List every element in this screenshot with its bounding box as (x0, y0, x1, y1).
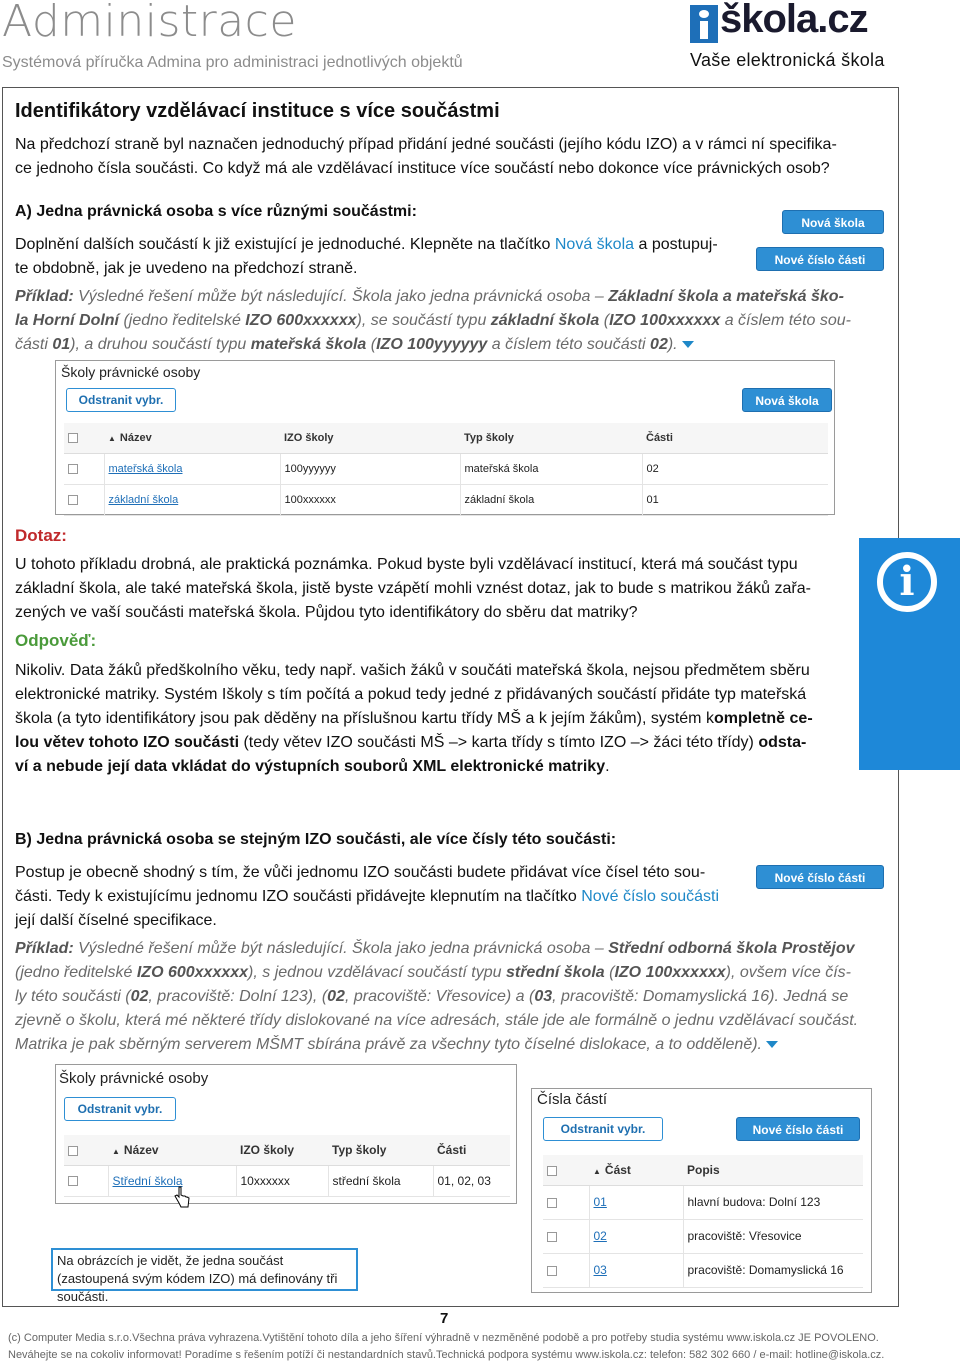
part-number-link[interactable]: 01 (593, 1195, 607, 1209)
info-box (859, 538, 960, 770)
nova-skola-button[interactable]: Nová škola (782, 210, 884, 234)
column-header-parts[interactable]: Části (433, 1135, 510, 1165)
select-all-checkbox[interactable] (68, 1146, 78, 1156)
part-a-example-line-1: Příklad: Výsledné řešení může být následující. Škola jako jedna právnická osoba – Základní škola a mateřská ško- (15, 288, 844, 305)
answer-label: Odpověď: (15, 631, 97, 650)
school-name-link[interactable]: základní škola (108, 493, 179, 506)
desc-cell: pracoviště: Domamyslická 16 (683, 1253, 863, 1287)
table-row (543, 1253, 863, 1287)
parts-table (543, 1155, 863, 1288)
answer-line-2: elektronické matriky. Systém Iškoly s tím počítá a pokud tedy jedné z přidávaných součástí přidáte typ mateřská (15, 686, 807, 703)
izo-cell: 100xxxxxx (280, 484, 460, 515)
table-header-row (64, 1135, 510, 1165)
answer-line-1: Nikoliv. Data žáků předškolního věku, tedy např. vašich žáků v součáti mateřská škola, nejsou předmětem sběru (15, 662, 810, 679)
part-number-link[interactable]: 02 (593, 1229, 607, 1243)
sort-arrow-icon: ▲ (112, 1146, 120, 1156)
odstranit-vybr-button[interactable]: Odstranit vybr. (543, 1117, 663, 1141)
column-header-name[interactable]: ▲ Název (104, 423, 280, 453)
document-title: Administrace (2, 0, 297, 47)
part-b-line-2: části. Tedy k existujícímu jednomu IZO součásti přidávejte klepnutím na tlačítko Nové číslo součásti (15, 888, 720, 905)
panel-title: Školy právnické osoby (59, 1070, 209, 1087)
column-header-part[interactable]: ▲ Část (589, 1155, 683, 1185)
logo-i-icon (690, 5, 718, 43)
column-header-izo[interactable]: IZO školy (280, 423, 460, 453)
part-b-example-line-3: ly této součásti (02, pracoviště: Dolní 123), (02, pracoviště: Vřesovice) a (03, pracoviště: Domamyslická 16). Jedná se (15, 988, 849, 1005)
table-row (543, 1219, 863, 1253)
column-header-name[interactable]: ▲ Název (108, 1135, 236, 1165)
parts-cell: 01, 02, 03 (433, 1165, 510, 1196)
question-label: Dotaz: (15, 526, 67, 545)
part-number-link[interactable]: 03 (593, 1263, 607, 1277)
odstranit-vybr-button[interactable]: Odstranit vybr. (64, 1097, 176, 1121)
nove-cislo-casti-button[interactable]: Nové číslo části (756, 865, 884, 889)
part-b-line-3: její další číselné specifikace. (15, 912, 217, 929)
nova-skola-link[interactable]: Nová škola (554, 236, 635, 253)
hand-cursor-icon (173, 1185, 191, 1209)
nova-skola-button[interactable]: Nová škola (742, 388, 832, 412)
part-b-example-line-1: Příklad: Výsledné řešení může být následující. Škola jako jedna právnická osoba – Střední odborná škola Prostějov (15, 940, 855, 957)
row-checkbox[interactable] (68, 1176, 78, 1186)
table-row (64, 1165, 510, 1196)
select-all-checkbox[interactable] (68, 433, 78, 443)
intro-line-2: ce jednoho čísla součásti. Co když má ale vzdělávací instituce více součástí nebo dokonce více právnických osob? (15, 160, 830, 177)
table-row (64, 484, 828, 515)
type-cell: mateřská škola (460, 453, 642, 484)
sort-arrow-icon: ▲ (593, 1166, 601, 1176)
part-a-line-1: Doplnění dalších součástí k již existující je jednoduché. Klepněte na tlačítko Nová škola a postupuj- (15, 236, 718, 253)
part-b-heading: B) Jedna právnická osoba se stejným IZO součásti, ale více čísly této součásti: (15, 831, 617, 848)
panel-skoly-pravnicke-osoby-2 (55, 1064, 517, 1204)
parts-cell: 01 (642, 484, 828, 515)
part-b-example-line-4: zjevně o školu, která mé některé třídy dislokované na více adresách, stále jde ale formálně o jednu vzdělávací součást. (15, 1012, 859, 1029)
answer-line-4: lou větev tohoto IZO součásti (tedy větev IZO součásti MŠ –> karta třídy s tímto IZO –> žáci této třídy) odsta- (15, 734, 807, 751)
column-header-parts[interactable]: Části (642, 423, 828, 453)
school-name-link[interactable]: mateřská škola (108, 462, 183, 475)
logo-tagline: Vaše elektronická škola (690, 50, 885, 70)
part-b-line-1: Postup je obecně shodný s tím, že vůči jednomu IZO součásti budete přidávat více čísel této sou- (15, 864, 706, 881)
question-line-2: základní škola, ale také mateřská škola, jistě byste vzápětí mohli vznést dotaz, jak to bude s matrikou žáků zařa- (15, 580, 811, 597)
row-checkbox[interactable] (547, 1266, 557, 1276)
part-a-heading: A) Jedna právnická osoba s více různými součástmi: (15, 203, 417, 220)
row-checkbox[interactable] (547, 1198, 557, 1208)
column-header-desc[interactable]: Popis (683, 1155, 863, 1185)
row-checkbox[interactable] (68, 495, 78, 505)
triangle-down-icon (682, 341, 694, 348)
part-a-line-2: te obdobně, jak je uvedeno na předchozí straně. (15, 260, 358, 277)
panel-title: Školy právnické osoby (61, 364, 201, 380)
desc-cell: pracoviště: Vřesovice (683, 1219, 863, 1253)
info-icon: i (877, 552, 937, 612)
column-header-type[interactable]: Typ školy (328, 1135, 433, 1165)
footer-support: Neváhejte se na cokoliv informovat! Poradíme s řešením potíží či nestandardních stavů.Technická podpora systému www.iskola.cz: telefon: 582 302 660 / e-mail: hotline@iskola.cz. (8, 1349, 885, 1361)
table-row (64, 453, 828, 484)
nove-cislo-casti-button[interactable]: Nové číslo části (736, 1117, 860, 1141)
school-name-link[interactable]: Střední škola (112, 1173, 183, 1188)
type-cell: základní škola (460, 484, 642, 515)
row-checkbox[interactable] (547, 1232, 557, 1242)
select-all-checkbox[interactable] (547, 1166, 557, 1176)
nove-cislo-soucasti-link[interactable]: Nové číslo součásti (581, 888, 720, 905)
izo-cell: 100yyyyyy (280, 453, 460, 484)
part-b-example-line-5: Matrika je pak sběrným serverem MŠMT sbírána právě za všechny tyto číselné dislokace, a to odděleně). (15, 1033, 778, 1057)
type-cell: střední škola (328, 1165, 433, 1196)
panel-title: Čísla částí (537, 1091, 608, 1108)
question-line-3: zených ve vaší součásti mateřská škola. Půjdou tyto identifikátory do sběru dat matriky? (15, 604, 638, 621)
table-row (543, 1185, 863, 1219)
logo-text: škola.cz (720, 0, 868, 41)
column-header-type[interactable]: Typ školy (460, 423, 642, 453)
question-line-1: U tohoto příkladu drobná, ale praktická poznámka. Pokud byste byli vzdělávací institucí, která má součást typu (15, 556, 798, 573)
panel-skoly-pravnicke-osoby (55, 360, 835, 515)
table-header-row (543, 1155, 863, 1185)
parts-cell: 02 (642, 453, 828, 484)
intro-line-1: Na předchozí straně byl naznačen jednoduchý případ přidání jedné součásti (jejího kódu IZO) a v rámci ní specifika- (15, 136, 837, 153)
footer-copyright: (c) Computer Media s.r.o.Všechna práva vyhrazena.Vytištění tohoto díla a jeho šíření výhradně v nezměněné podobě a pro potřeby studia systému www.iskola.cz JE POVOLENO. (8, 1332, 879, 1344)
table-header-row (64, 423, 828, 453)
caption-note: Na obrázcích je vidět, že jedna součást (zastoupená svým kódem IZO) má definovány tři součásti. (51, 1248, 358, 1291)
schools-table (64, 423, 828, 516)
column-header-izo[interactable]: IZO školy (236, 1135, 328, 1165)
part-b-example-line-2: (jedno ředitelské IZO 600xxxxxx), s jednou vzdělávací součástí typu střední škola (IZO 100xxxxxx), ovšem více čís- (15, 964, 852, 981)
part-a-example-line-3: části 01), a druhou součástí typu mateřská škola (IZO 100yyyyyy a číslem této součásti 02). (15, 333, 694, 357)
page-number: 7 (440, 1310, 449, 1327)
section-title: Identifikátory vzdělávací instituce s více součástmi (15, 100, 500, 122)
answer-line-5: ví a nebude její data vkládat do výstupních souborů XML elektronické matriky. (15, 758, 610, 775)
sort-arrow-icon: ▲ (108, 433, 116, 443)
panel-cisla-casti (531, 1088, 872, 1293)
triangle-down-icon (766, 1041, 778, 1048)
nove-cislo-casti-button[interactable]: Nové číslo části (756, 247, 884, 271)
odstranit-vybr-button[interactable]: Odstranit vybr. (66, 388, 176, 412)
document-subtitle: Systémová příručka Admina pro administraci jednotlivých objektů (2, 54, 463, 71)
row-checkbox[interactable] (68, 464, 78, 474)
desc-cell: hlavní budova: Dolní 123 (683, 1185, 863, 1219)
schools-table (64, 1135, 510, 1197)
answer-line-3: škola (a tyto identifikátory jsou pak děděny na příslušnou kartu třídy MŠ a k jejím žákům), systém kompletně ce- (15, 710, 813, 727)
iskola-logo (690, 0, 900, 73)
part-a-example-line-2: la Horní Dolní (jedno ředitelské IZO 600xxxxxx), se součástí typu základní škola (IZO 100xxxxxx a číslem této sou- (15, 312, 851, 329)
izo-cell: 10xxxxxx (236, 1165, 328, 1196)
